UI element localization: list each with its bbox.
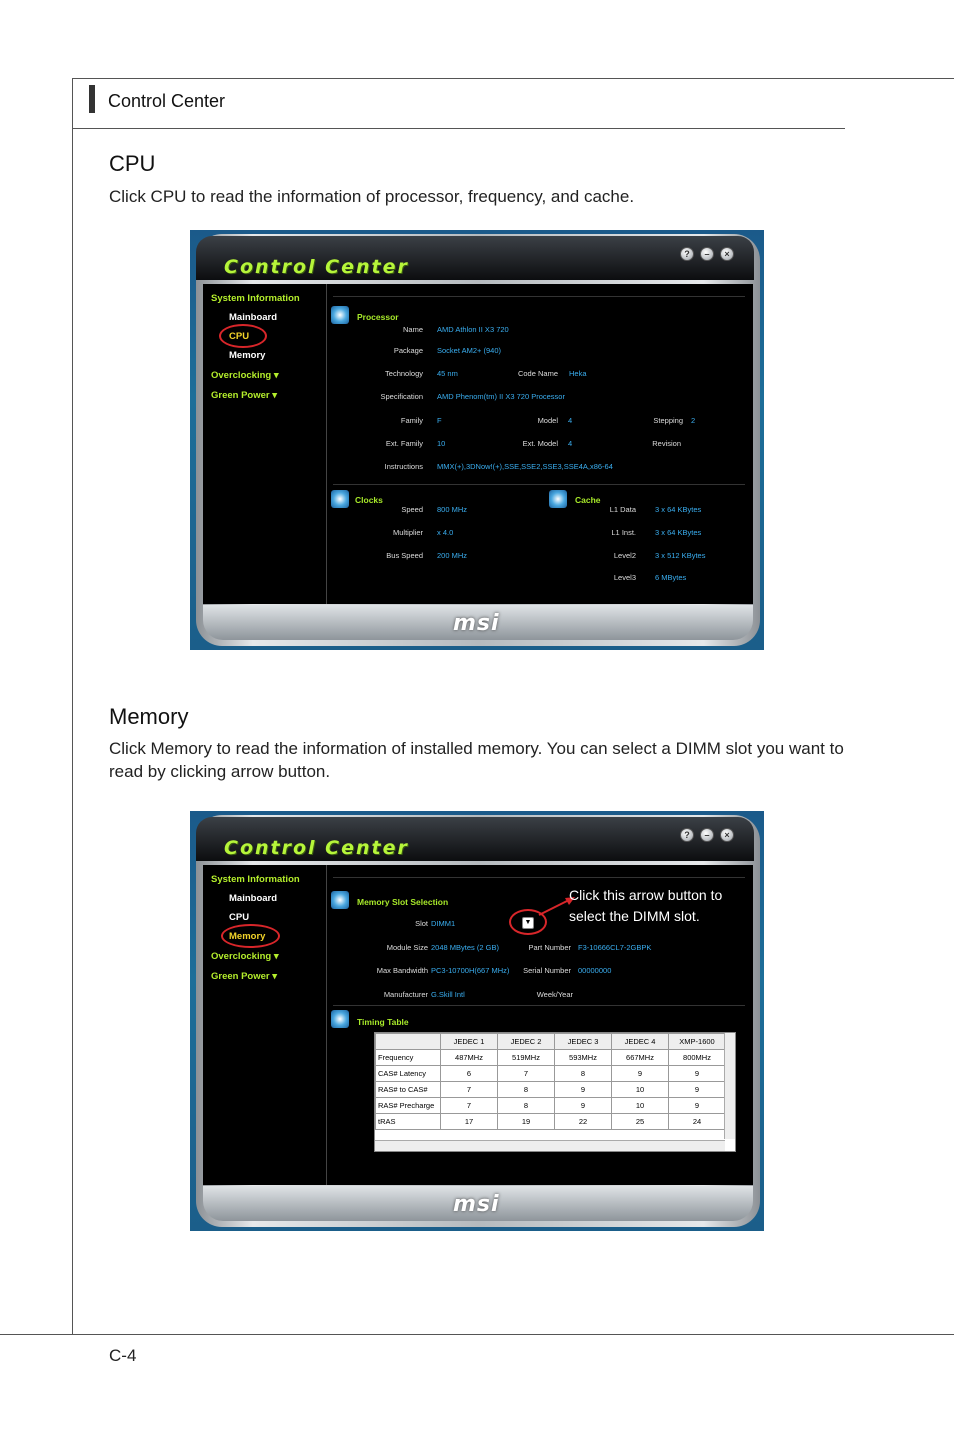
processor-icon (331, 306, 349, 324)
row-label: RAS# to CAS# (376, 1082, 441, 1098)
page-number: C-4 (109, 1346, 137, 1365)
arrow-note: Click this arrow button to select the DIMM slot. (569, 887, 723, 924)
header-rule (72, 128, 845, 129)
divider (333, 296, 745, 297)
manufacturer-value: G.Skill Intl (431, 990, 465, 999)
app-title: Control Center (224, 837, 409, 859)
level3-label: Level3 (613, 573, 636, 582)
table-row (376, 1098, 726, 1114)
memory-panel (203, 865, 753, 1185)
header-marker (89, 85, 95, 113)
divider (333, 1005, 745, 1006)
horizontal-scrollbar[interactable] (375, 1140, 725, 1151)
clocks-title: Clocks (355, 495, 383, 505)
ext-family-value: 10 (437, 439, 446, 448)
table-cell: 22 (555, 1114, 612, 1130)
column-header: XMP-1600 (669, 1034, 726, 1050)
timing-grid (375, 1033, 726, 1130)
table-cell: 24 (669, 1114, 726, 1130)
help-button[interactable]: ? (680, 828, 694, 842)
memory-description: Click Memory to read the information of installed memory. You can select a DIMM slot you want to read by clicking arrow button. (109, 739, 844, 781)
module-size-value: 2048 MBytes (2 GB) (431, 943, 499, 952)
instructions-label: Instructions (384, 462, 423, 471)
top-rule (72, 78, 954, 79)
table-cell: 9 (555, 1098, 612, 1114)
column-header: JEDEC 2 (498, 1034, 555, 1050)
table-cell: 7 (498, 1066, 555, 1082)
divider (333, 484, 745, 485)
cache-icon (549, 490, 567, 508)
specification-value: AMD Phenom(tm) II X3 720 Processor (437, 392, 565, 401)
name-value: AMD Athlon II X3 720 (437, 325, 509, 334)
sidebar-divider (326, 284, 327, 604)
app-title: Control Center (224, 256, 409, 278)
sidebar-item-mainboard[interactable]: Mainboard (229, 312, 278, 323)
timing-table-icon (331, 1010, 349, 1028)
sidebar-item-cpu[interactable]: CPU (229, 912, 250, 923)
level2-label: Level2 (613, 551, 636, 560)
bus-speed-label: Bus Speed (386, 551, 423, 560)
cpu-panel (203, 284, 753, 604)
sidebar-item-overclocking[interactable]: Overclocking ▾ (211, 951, 279, 962)
timing-table[interactable] (374, 1032, 736, 1152)
sidebar-item-cpu[interactable]: CPU (229, 331, 250, 342)
corner-cell (376, 1034, 441, 1050)
title-bar (196, 236, 754, 280)
table-cell: 487MHz (441, 1050, 498, 1066)
table-cell: 9 (612, 1066, 669, 1082)
ext-model-label: Ext. Model (522, 439, 558, 448)
family-value: F (437, 416, 442, 425)
part-number-value: F3-10666CL7-2GBPK (578, 943, 652, 952)
model-value: 4 (568, 416, 573, 425)
memory-slot-icon (331, 891, 349, 909)
week-year-label: Week/Year (536, 990, 573, 999)
name-label: Name (402, 325, 423, 334)
instructions-value: MMX(+),3DNow!(+),SSE,SSE2,SSE3,SSE4A,x86-64 (437, 462, 613, 471)
table-cell: 10 (612, 1082, 669, 1098)
msi-logo: msi (453, 611, 500, 636)
margin-line (72, 78, 73, 1334)
table-cell: 19 (498, 1114, 555, 1130)
table-cell: 9 (669, 1066, 726, 1082)
vertical-scrollbar[interactable] (724, 1033, 735, 1139)
table-cell: 8 (555, 1066, 612, 1082)
footer-rule (0, 1334, 954, 1335)
row-label: Frequency (376, 1050, 441, 1066)
serial-number-label: Serial Number (523, 966, 571, 975)
table-cell: 7 (441, 1098, 498, 1114)
close-button[interactable]: × (720, 828, 734, 842)
msi-logo: msi (453, 1192, 500, 1217)
sidebar-item-green-power[interactable]: Green Power ▾ (211, 390, 278, 401)
package-label: Package (393, 346, 423, 355)
model-label: Model (537, 416, 558, 425)
memory-screenshot (190, 811, 764, 1231)
technology-label: Technology (385, 369, 423, 378)
table-cell: 17 (441, 1114, 498, 1130)
table-cell: 9 (555, 1082, 612, 1098)
table-cell: 6 (441, 1066, 498, 1082)
sidebar-item-green-power[interactable]: Green Power ▾ (211, 971, 278, 982)
manufacturer-label: Manufacturer (383, 990, 428, 999)
multiplier-value: x 4.0 (437, 528, 454, 537)
divider (333, 877, 745, 878)
sidebar-item-memory[interactable]: Memory (229, 931, 266, 942)
family-label: Family (400, 416, 423, 425)
cpu-heading: CPU (109, 151, 156, 176)
stepping-label: Stepping (653, 416, 683, 425)
table-cell: 25 (612, 1114, 669, 1130)
column-header: JEDEC 4 (612, 1034, 669, 1050)
column-header: JEDEC 1 (441, 1034, 498, 1050)
minimize-button[interactable]: – (700, 247, 714, 261)
help-button[interactable]: ? (680, 247, 694, 261)
bus-speed-value: 200 MHz (437, 551, 468, 560)
l1-inst-label: L1 Inst. (611, 528, 636, 537)
l1-data-label: L1 Data (609, 505, 636, 514)
sidebar-item-overclocking[interactable]: Overclocking ▾ (211, 370, 279, 381)
code-name-value: Heka (569, 369, 587, 378)
ext-model-value: 4 (568, 439, 573, 448)
multiplier-label: Multiplier (392, 528, 423, 537)
module-size-label: Module Size (386, 943, 428, 952)
specification-label: Specification (380, 392, 423, 401)
level2-value: 3 x 512 KBytes (655, 551, 706, 560)
part-number-label: Part Number (528, 943, 571, 952)
l1-inst-value: 3 x 64 KBytes (655, 528, 702, 537)
stepping-value: 2 (691, 416, 696, 425)
slot-value: DIMM1 (431, 919, 456, 928)
row-label: CAS# Latency (376, 1066, 441, 1082)
table-cell: 8 (498, 1098, 555, 1114)
processor-title: Processor (357, 312, 399, 322)
table-cell: 9 (669, 1098, 726, 1114)
sidebar-item-memory[interactable]: Memory (229, 350, 266, 361)
table-row (376, 1114, 726, 1130)
clocks-icon (331, 490, 349, 508)
close-button[interactable]: × (720, 247, 734, 261)
ext-family-label: Ext. Family (385, 439, 423, 448)
speed-value: 800 MHz (437, 505, 468, 514)
row-label: RAS# Precharge (376, 1098, 441, 1114)
max-bandwidth-value: PC3-10700H(667 MHz) (431, 966, 510, 975)
slot-dropdown-button[interactable]: ▼ (522, 917, 534, 929)
slot-label: Slot (415, 919, 428, 928)
table-row (376, 1082, 726, 1098)
column-header: JEDEC 3 (555, 1034, 612, 1050)
l1-data-value: 3 x 64 KBytes (655, 505, 702, 514)
timing-table-title: Timing Table (357, 1017, 409, 1027)
minimize-button[interactable]: – (700, 828, 714, 842)
window-footer (203, 605, 753, 640)
table-cell: 8 (498, 1082, 555, 1098)
technology-value: 45 nm (437, 369, 458, 378)
speed-label: Speed (401, 505, 423, 514)
table-cell: 9 (669, 1082, 726, 1098)
table-cell: 593MHz (555, 1050, 612, 1066)
package-value: Socket AM2+ (940) (437, 346, 501, 355)
sidebar-item-system-information[interactable]: System Information (211, 874, 300, 885)
code-name-label: Code Name (517, 369, 558, 378)
cpu-highlight-circle (219, 324, 267, 348)
table-cell: 7 (441, 1082, 498, 1098)
memory-heading: Memory (109, 704, 189, 729)
row-label: tRAS (376, 1114, 441, 1130)
sidebar-item-system-information[interactable]: System Information (211, 293, 300, 304)
running-header: Control Center (108, 91, 226, 111)
memory-slot-title: Memory Slot Selection (357, 897, 449, 907)
table-row (376, 1066, 726, 1082)
table-cell: 10 (612, 1098, 669, 1114)
table-cell: 519MHz (498, 1050, 555, 1066)
title-bar (196, 817, 754, 861)
sidebar-item-mainboard[interactable]: Mainboard (229, 893, 278, 904)
serial-number-value: 00000000 (578, 966, 612, 975)
level3-value: 6 MBytes (655, 573, 687, 582)
max-bandwidth-label: Max Bandwidth (376, 966, 428, 975)
revision-label: Revision (652, 439, 681, 448)
sidebar-divider (326, 865, 327, 1185)
table-cell: 667MHz (612, 1050, 669, 1066)
table-cell: 800MHz (669, 1050, 726, 1066)
table-row (376, 1050, 726, 1066)
cache-title: Cache (575, 495, 601, 505)
memory-highlight-circle (221, 924, 280, 948)
cpu-description: Click CPU to read the information of processor, frequency, and cache. (109, 187, 635, 206)
window-footer (203, 1186, 753, 1221)
cpu-screenshot (190, 230, 764, 650)
